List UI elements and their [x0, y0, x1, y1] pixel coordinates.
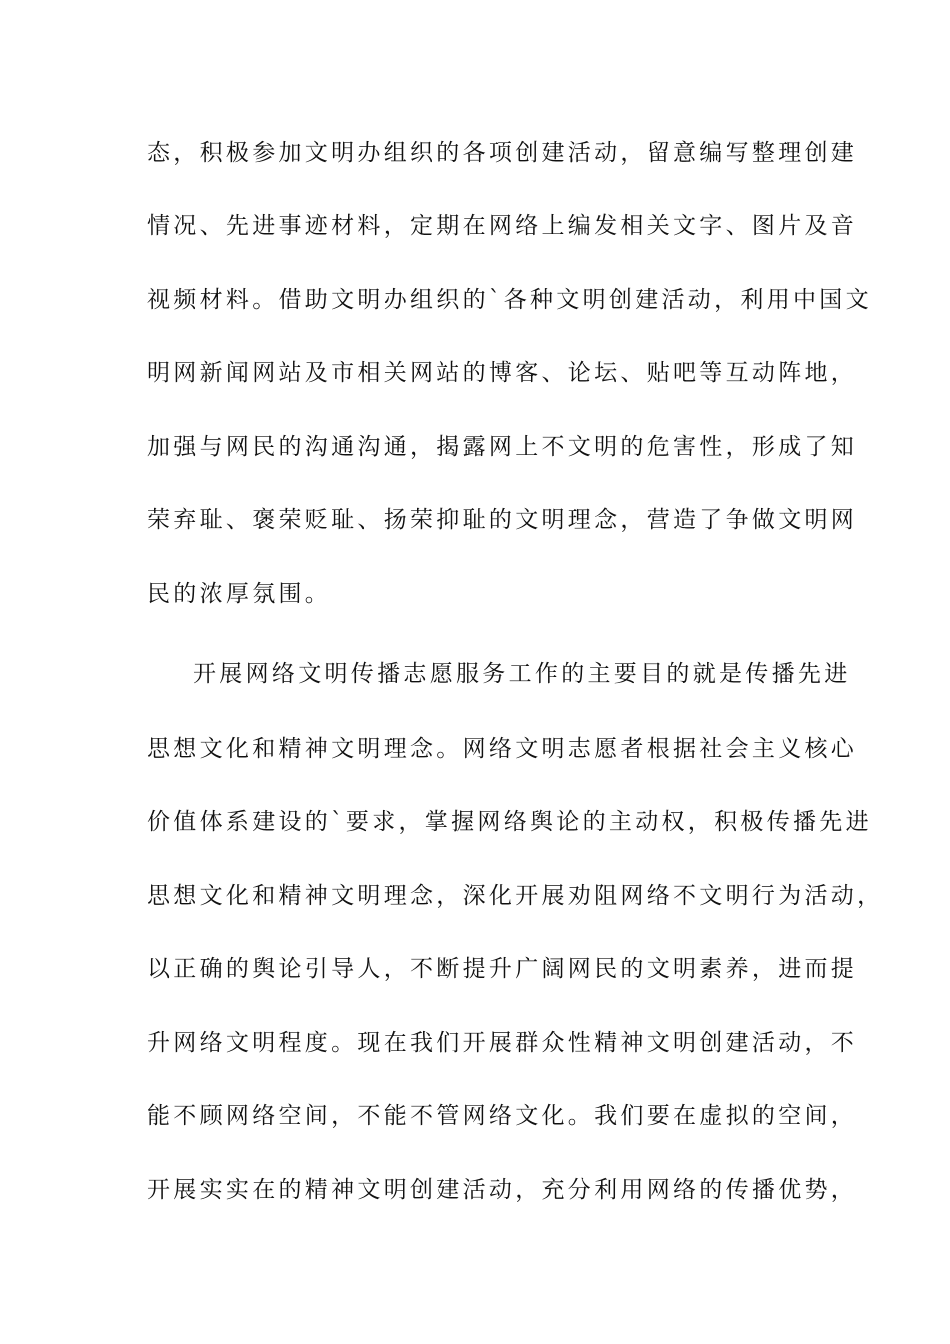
text-line: 以正确的舆论引导人，不断提升广阔网民的文明素养，进而提	[147, 956, 858, 982]
text-line: 思想文化和精神文明理念。网络文明志愿者根据社会主义核心	[147, 736, 858, 762]
text-line: 明网新闻网站及市相关网站的博客、论坛、贴吧等互动阵地，	[147, 360, 858, 386]
text-line: 思想文化和精神文明理念，深化开展劝阻网络不文明行为活动，	[147, 883, 884, 909]
text-line: 荣弃耻、褒荣贬耻、扬荣抑耻的文明理念，营造了争做文明网	[147, 507, 858, 533]
text-line: 升网络文明程度。现在我们开展群众性精神文明创建活动，不	[147, 1030, 858, 1056]
text-line: 加强与网民的沟通沟通，揭露网上不文明的危害性，形成了知	[147, 434, 858, 460]
text-line: 视频材料。借助文明办组织的`各种文明创建活动，利用中国文	[147, 287, 872, 313]
text-line: 民的浓厚氛围。	[147, 581, 332, 607]
text-line: 能不顾网络空间，不能不管网络文化。我们要在虚拟的空间，	[147, 1103, 858, 1129]
text-line: 开展网络文明传播志愿服务工作的主要目的就是传播先进	[193, 661, 851, 687]
text-line: 态，积极参加文明办组织的各项创建活动，留意编写整理创建	[147, 140, 858, 166]
text-line: 价值体系建设的`要求，掌握网络舆论的主动权，积极传播先进	[147, 809, 872, 835]
text-line: 开展实实在的精神文明创建活动，充分利用网络的传播优势，	[147, 1177, 858, 1203]
text-line: 情况、先进事迹材料，定期在网络上编发相关文字、图片及音	[147, 213, 858, 239]
